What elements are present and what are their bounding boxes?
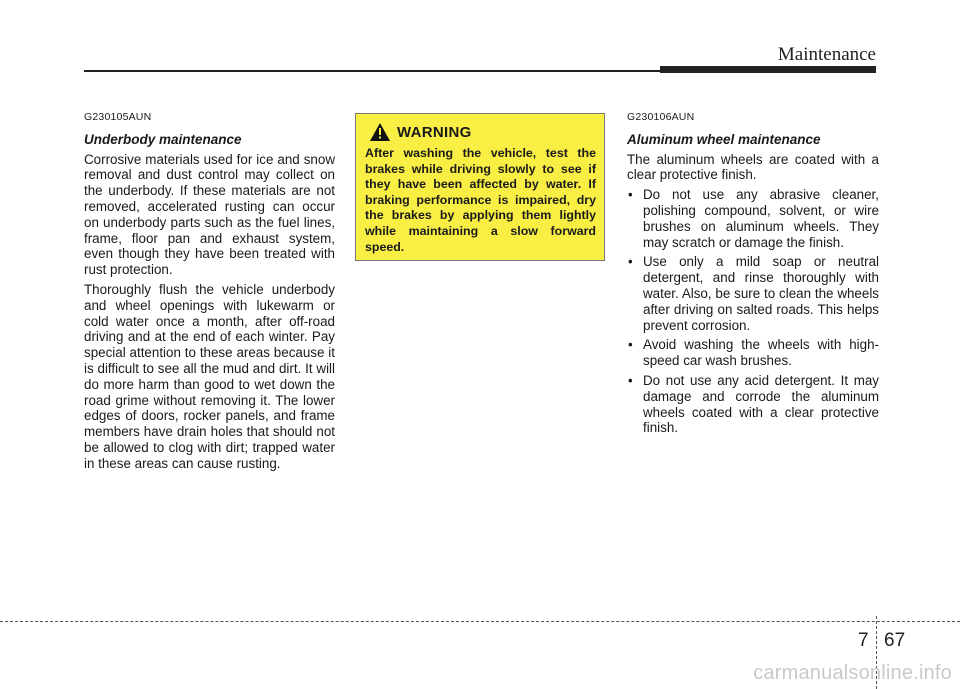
list-item: • Use only a mild soap or neutral detergent, and rinse thoroughly with water. Also, be sure to clean the wheels after driving on salted roads. This helps prevent corrosion. [627, 254, 879, 333]
warning-title: WARNING [397, 123, 472, 141]
warning-triangle-icon [369, 122, 391, 142]
footer-rule [0, 621, 960, 622]
header-bar [660, 66, 876, 73]
paragraph: Corrosive materials used for ice and snow removal and dust control may collect on the underbody. If these materials are not removed, accelerated rusting can occur on underbody parts such as the fuel lines, frame, floor pan and exhaust system, even though they have been treated with rust protection. [84, 151, 335, 278]
paragraph: Thoroughly flush the vehicle underbody and wheel openings with lukewarm or cold water once a month, after off-road driving and at the end of each winter. Pay special attention to these areas because it is difficult to see all the mud and dirt. It will do more harm than good to wet down the road grime without removing it. The lower edges of doors, rocker panels, and frame members have drain holes that should not be allowed to clog with dirt; trapped water in these areas can cause rusting. [84, 281, 335, 471]
list-item: • Avoid washing the wheels with high-speed car wash brushes. [627, 337, 879, 369]
underbody-section [84, 110, 335, 476]
warning-box [355, 113, 605, 261]
chapter-number: 7 [858, 630, 869, 651]
warning-text: After washing the vehicle, test the brakes while driving slowly to see if they have been affected by water. If braking performance is impaired, dry the brakes by applying them lightly while maintaining a slow forward speed. [365, 146, 596, 254]
section-code: G230106AUN [627, 111, 695, 123]
aluminum-wheel-section [627, 110, 879, 440]
intro-paragraph: The aluminum wheels are coated with a clear protective finish. [627, 151, 879, 183]
page-number: 67 [884, 630, 906, 651]
watermark-link[interactable]: carmanualsonline.info [753, 662, 952, 684]
section-heading: Underbody maintenance [84, 131, 242, 147]
bullet-list [627, 187, 879, 436]
list-item: • Do not use any acid detergent. It may damage and corrode the aluminum wheels coated with a clear protective finish. [627, 373, 879, 436]
warning-header [365, 122, 596, 142]
page-section-title: Maintenance [777, 44, 876, 65]
section-heading: Aluminum wheel maintenance [627, 131, 821, 147]
list-item: • Do not use any abrasive cleaner, polishing compound, solvent, or wire brushes on aluminum wheels. They may scratch or damage the finish. [627, 187, 879, 250]
header-rule [84, 70, 660, 72]
section-code: G230105AUN [84, 111, 152, 123]
